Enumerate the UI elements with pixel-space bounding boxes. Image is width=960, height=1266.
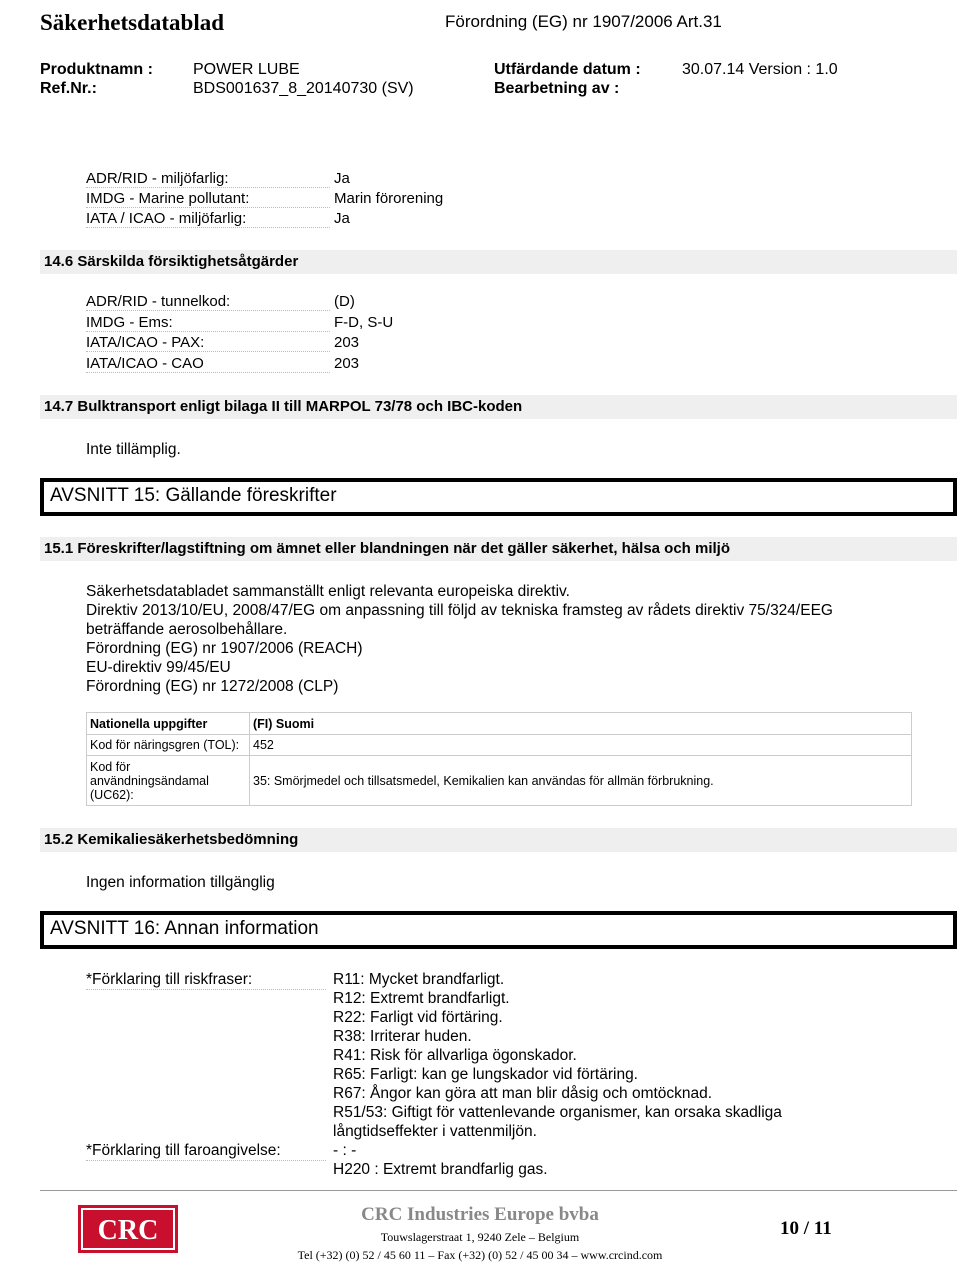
precaution-row [86, 314, 486, 334]
regulation-line: beträffande aerosolbehållare. [86, 621, 288, 638]
precaution-value: (D) [334, 293, 355, 310]
precaution-row [86, 355, 486, 375]
regulation-line: Förordning (EG) nr 1272/2008 (CLP) [86, 678, 339, 695]
risk-phrase: R12: Extremt brandfarligt. [333, 990, 510, 1007]
regulation-line: EU-direktiv 99/45/EU [86, 659, 231, 676]
section-16-heading: AVSNITT 16: Annan information [40, 911, 957, 949]
risk-phrase: R38: Irriterar huden. [333, 1028, 472, 1045]
section-15-heading: AVSNITT 15: Gällande föreskrifter [40, 478, 957, 516]
table-row [87, 713, 912, 735]
document-title: Säkerhetsdatablad [40, 10, 225, 35]
env-key: IATA / ICAO - miljöfarlig: [86, 210, 330, 228]
issue-date-value: 30.07.14 Version : 1.0 [682, 61, 838, 78]
ref-number-label: Ref.Nr.: [40, 80, 97, 97]
company-block [250, 1204, 710, 1263]
table-row [87, 756, 912, 806]
table-row [87, 735, 912, 756]
revision-label: Bearbetning av : [494, 80, 620, 97]
env-key: IMDG - Marine pollutant: [86, 190, 330, 208]
hazard-phrase: H220 : Extremt brandfarlig gas. [333, 1161, 548, 1178]
crc-logo [78, 1205, 178, 1253]
risk-phrase: R41: Risk för allvarliga ögonskador. [333, 1047, 577, 1064]
precaution-row [86, 293, 486, 313]
env-row [86, 190, 486, 210]
precaution-key: ADR/RID - tunnelkod: [86, 293, 330, 311]
risk-phrase: R51/53: Giftigt för vattenlevande organismer, kan orsaka skadliga [333, 1104, 782, 1121]
product-name-value: POWER LUBE [193, 61, 300, 78]
section-15-2-heading: 15.2 Kemikaliesäkerhetsbedömning [40, 828, 957, 852]
precaution-key: IATA/ICAO - CAO [86, 355, 330, 373]
precaution-key: IATA/ICAO - PAX: [86, 334, 330, 352]
regulation-line: Förordning (EG) nr 1907/2006 (REACH) [86, 640, 363, 657]
product-name-label: Produktnamn : [40, 61, 153, 78]
section-15-1-heading: 15.1 Föreskrifter/lagstiftning om ämnet eller blandningen när det gäller säkerhet, hälsa och miljö [40, 537, 957, 561]
env-key: ADR/RID - miljöfarlig: [86, 170, 330, 188]
regulation-reference: Förordning (EG) nr 1907/2006 Art.31 [445, 12, 722, 31]
env-value: Ja [334, 170, 350, 187]
section-14-6-heading: 14.6 Särskilda försiktighetsåtgärder [40, 250, 957, 274]
risk-phrase: R22: Farligt vid förtäring. [333, 1009, 503, 1026]
risk-phrase: R11: Mycket brandfarligt. [333, 971, 505, 988]
regulation-line: Direktiv 2013/10/EU, 2008/47/EG om anpassning till följd av tekniska framsteg av rådets direktiv 75/324/EEG [86, 602, 833, 619]
page-number: 10 / 11 [780, 1218, 832, 1239]
table-cell: 452 [250, 735, 912, 756]
ref-number-value: BDS001637_8_20140730 (SV) [193, 80, 414, 97]
precaution-key: IMDG - Ems: [86, 314, 330, 332]
table-cell: Kod för näringsgren (TOL): [87, 735, 250, 756]
section-14-7-text: Inte tillämplig. [86, 441, 181, 458]
precaution-value: F-D, S-U [334, 314, 394, 331]
regulation-line: Säkerhetsdatabladet sammanställt enligt relevanta europeiska direktiv. [86, 583, 570, 600]
precaution-row [86, 334, 486, 354]
table-cell: Kod för användningsändamal (UC62): [87, 756, 250, 806]
risk-phrase: långtidseffekter i vattenmiljön. [333, 1123, 537, 1140]
env-row [86, 170, 486, 190]
company-contact: Tel (+32) (0) 52 / 45 60 11 – Fax (+32) (0) 52 / 45 00 34 – www.crcind.com [297, 1248, 663, 1262]
table-header-cell: Nationella uppgifter [87, 713, 250, 735]
company-name: CRC Industries Europe bvba [361, 1204, 599, 1225]
national-data-table [86, 712, 912, 806]
table-header-cell: (FI) Suomi [250, 713, 912, 735]
env-row [86, 210, 486, 230]
env-value: Marin förorening [334, 190, 444, 207]
risk-phrase: R65: Farligt: kan ge lungskador vid förtäring. [333, 1066, 638, 1083]
env-value: Ja [334, 210, 350, 227]
precaution-value: 203 [334, 355, 360, 372]
issue-date-label: Utfärdande datum : [494, 61, 641, 78]
hazard-phrase: - : - [333, 1142, 357, 1159]
logo-text: CRC [97, 1215, 159, 1246]
section-14-7-heading: 14.7 Bulktransport enligt bilaga II till MARPOL 73/78 och IBC-koden [40, 395, 957, 419]
hazard-statements-label: *Förklaring till faroangivelse: [86, 1141, 326, 1161]
risk-phrases-label: *Förklaring till riskfraser: [86, 970, 326, 990]
footer-divider [40, 1190, 957, 1191]
risk-phrase: R67: Ångor kan göra att man blir dåsig och omtöcknad. [333, 1085, 713, 1102]
precaution-value: 203 [334, 334, 360, 351]
table-cell: 35: Smörjmedel och tillsatsmedel, Kemikalien kan användas för allmän förbrukning. [250, 756, 912, 806]
section-15-2-text: Ingen information tillgänglig [86, 874, 275, 891]
company-address: Touwslagerstraat 1, 9240 Zele – Belgium [380, 1230, 580, 1244]
